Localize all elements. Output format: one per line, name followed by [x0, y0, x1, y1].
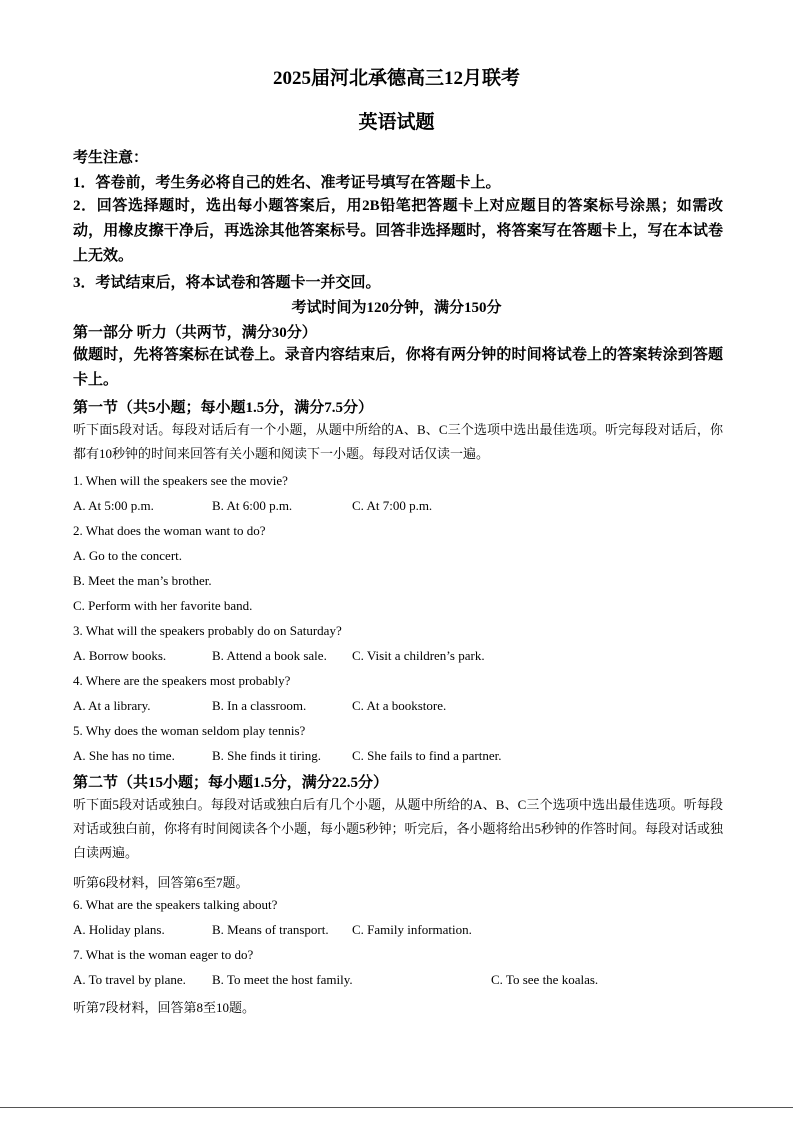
question-6-stem: 6. What are the speakers talking about? [73, 897, 278, 912]
part1-heading: 第一部分 听力（共两节，满分30分） [73, 325, 317, 341]
material-6-prompt: 听第6段材料，回答第6至7题。 [73, 875, 249, 890]
question-4-option-a: A. At a library. [73, 698, 151, 713]
question-6-option-a: A. Holiday plans. [73, 922, 165, 937]
section2-heading: 第二节（共15小题；每小题1.5分，满分22.5分） [73, 775, 389, 791]
section1-instructions: 听下面5段对话。每段对话后有一个小题，从题中所给的A、B、C三个选项中选出最佳选项。听完每段对话后，你都有10秒钟的时间来回答有关小题和阅读下一小题。每段对话仅读一遍。 [73, 422, 723, 461]
question-4-option-c: C. At a bookstore. [352, 698, 447, 713]
question-5-stem: 5. Why does the woman seldom play tennis? [73, 723, 306, 738]
notice-heading: 考生注意： [73, 150, 149, 166]
question-2-option-b: B. Meet the man’s brother. [73, 573, 212, 588]
question-3-option-a: A. Borrow books. [73, 648, 167, 663]
question-1-option-a: A. At 5:00 p.m. [73, 498, 154, 513]
section1-heading: 第一节（共5小题；每小题1.5分，满分7.5分） [73, 400, 374, 416]
question-5-option-b: B. She finds it tiring. [212, 748, 322, 763]
question-2-stem: 2. What does the woman want to do? [73, 523, 266, 538]
question-5-option-c: C. She fails to find a partner. [352, 748, 502, 763]
question-1-option-c: C. At 7:00 p.m. [352, 498, 433, 513]
footer-divider [0, 1107, 793, 1108]
question-1-stem: 1. When will the speakers see the movie? [73, 473, 288, 488]
question-7-option-a: A. To travel by plane. [73, 972, 186, 987]
question-1-option-b: B. At 6:00 p.m. [212, 498, 293, 513]
question-4-option-b: B. In a classroom. [212, 698, 307, 713]
question-6-option-c: C. Family information. [352, 922, 472, 937]
exam-info: 考试时间为120分钟，满分150分 [291, 300, 502, 316]
question-4-stem: 4. Where are the speakers most probably? [73, 673, 291, 688]
question-3-option-b: B. Attend a book sale. [212, 648, 327, 663]
question-2-option-c: C. Perform with her favorite band. [73, 598, 253, 613]
notice-item-1: 1．答卷前，考生务必将自己的姓名、准考证号填写在答题卡上。 [73, 175, 501, 191]
section2-instructions: 听下面5段对话或独白。每段对话或独白后有几个小题，从题中所给的A、B、C三个选项中选出最佳选项。听每段对话或独白前，你将有时间阅读各个小题，每小题5秒钟；听完后，各小题将给出5秒钟的作答时间。每段对话或独白读两遍。 [73, 797, 724, 860]
notice-item-2: 2．回答选择题时，选出每小题答案后，用2B铅笔把答题卡上对应题目的答案标号涂黑；如需改动，用橡皮擦干净后，再选涂其他答案标号。回答非选择题时，将答案写在答题卡上，写在本试卷上无效。 [73, 198, 723, 264]
question-3-stem: 3. What will the speakers probably do on Saturday? [73, 623, 342, 638]
question-2-option-a: A. Go to the concert. [73, 548, 183, 563]
exam-title: 2025届河北承德高三12月联考 [272, 68, 520, 89]
question-7-stem: 7. What is the woman eager to do? [73, 947, 254, 962]
question-5-option-a: A. She has no time. [73, 748, 175, 763]
part1-instructions: 做题时，先将答案标在试卷上。录音内容结束后，你将有两分钟的时间将试卷上的答案转涂到答题卡上。 [73, 347, 723, 388]
question-7-option-b: B. To meet the host family. [212, 972, 353, 987]
question-6-option-b: B. Means of transport. [212, 922, 329, 937]
question-3-option-c: C. Visit a children’s park. [352, 648, 485, 663]
question-7-option-c: C. To see the koalas. [491, 972, 599, 987]
exam-subtitle: 英语试题 [358, 112, 435, 133]
notice-item-3: 3．考试结束后，将本试卷和答题卡一并交回。 [73, 275, 381, 291]
material-7-prompt: 听第7段材料，回答第8至10题。 [73, 1000, 256, 1015]
